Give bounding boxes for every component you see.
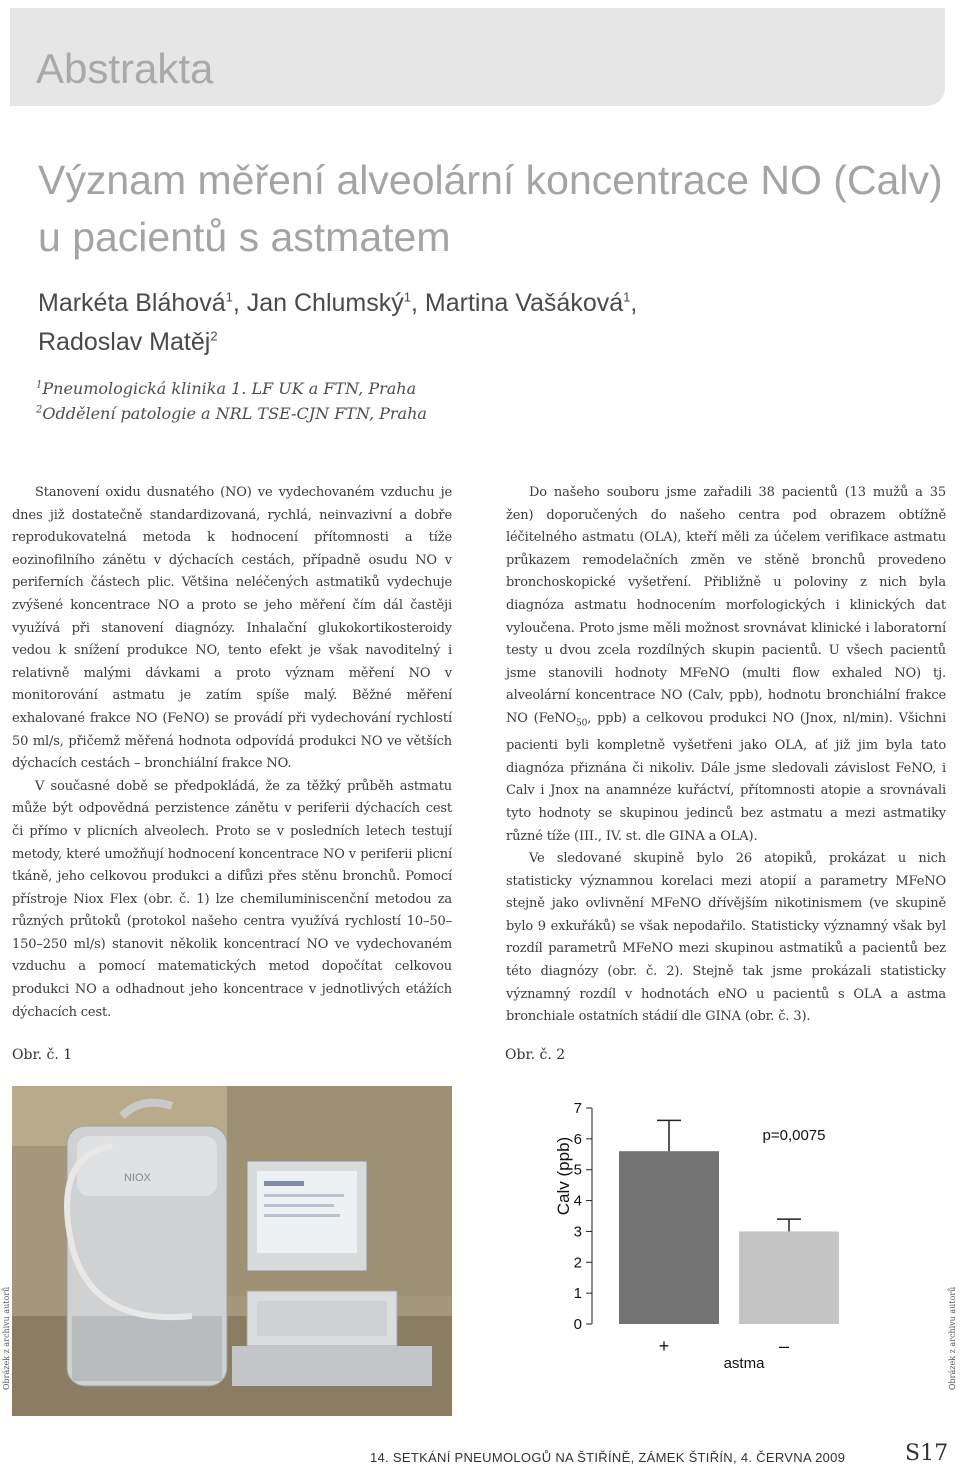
photo-credit: Obrázek z archivu autorů — [2, 1286, 11, 1390]
chart-p-value-annotation: p=0,0075 — [762, 1127, 826, 1144]
author-list: Markéta Bláhová$^1$, Jan Chlumský$^1$, Martina Vašáková$^1$, Radoslav Matěj$^2$ — [38, 289, 638, 356]
affiliation: $^1$Pneumologická klinika 1. LF UK a FTN, Praha — [36, 379, 417, 398]
chart-y-tick-label: 4 — [573, 1192, 582, 1210]
body-paragraph: Do našeho souboru jsme zařadili 38 pacientů (13 mužů a 35 žen) doporučených do našeho centra pod obrazem obtížně léčitelného astmatu (OLA), kteří měli za účelem verifikace astmatu průkazem remodelačních změn ve stěně bronchů provedeno bronchoskopické vyšetření. Přibližně u poloviny z nich byla diagnóza astmatu hodnocením morfologických i klinických dat vyloučena. Proto jsme měli možnost srovnávat klinické i laboratorní testy u dvou zcela rozdílných skupin pacientů. U všech pacientů jsme stanovili hodnoty MFeNO (multi flow exhaled NO) tj. alveolární koncentrace NO (Calv, ppb), hodnotu bronchiální frakce NO (FeNO$_{50}$, ppb) a celkovou produkci NO (Jnox, nl/min). Všichni pacienti byli kompletně vyšetřeni jako OLA, ať již jim byla tato diagnóza přiznána či nikoliv. Dále jsme sledovali závislost FeNO, i Calv i Jnox na anamnéze kuřáctví, přítomnosti atopie a srovnávali tyto hodnoty se skupinou jedinců bez astmatu a mezi astmatiky různé tíže (III., IV. st. dle GINA a OLA). — [506, 485, 946, 844]
author: Jan Chlumský — [246, 289, 404, 317]
author: Markéta Bláhová — [38, 289, 226, 317]
figure-2-label: Obr. č. 2 — [505, 1047, 566, 1063]
author-affiliation-mark: 1 — [225, 289, 233, 305]
section-title: Abstrakta — [36, 45, 214, 92]
chart-y-tick-label: 0 — [573, 1316, 582, 1333]
body-paragraph: V současné době se předpokládá, že za těžký průběh astmatu může být odpovědná perzistence zánětu v periferii dýchacích cest či přímo v plicních alveolech. Proto se v posledních letech testují metody, které umožňují hodnocení koncentrace NO v periferii plicní tkáně, jeho celkovou produkci a difůzi přes stěnu bronchů. Pomocí přístroje Niox Flex (obr. č. 1) lze chemiluminiscenční metodou za různých průtoků (protokol našeho centra využívá rychlostí 10–50–150–250 ml/s) stanovit několik koncentrací NO ve vydechovaném vzduchu a pomocí matematických metod dopočítat celkovou produkci NO a odhadnout jeho koncentrace v jednotlivých etážích dýchacích cest. — [12, 778, 452, 1020]
author-affiliation-mark: 2 — [210, 328, 218, 344]
device-illustration — [12, 1086, 452, 1416]
figure-1-label: Obr. č. 1 — [12, 1047, 73, 1063]
device-brand-label: NIOX — [124, 1172, 151, 1184]
chart-credit: Obrázek z archivu autorů — [948, 1286, 957, 1390]
author-affiliation-mark: 1 — [623, 289, 631, 305]
left-column — [12, 482, 452, 1024]
calv-bar-chart — [504, 1086, 944, 1416]
affiliation-list — [36, 376, 736, 426]
chart-y-axis-label: Calv (ppb) — [554, 1136, 573, 1216]
author: Martina Vašáková — [424, 289, 624, 317]
chart-y-tick-label: 3 — [573, 1223, 582, 1241]
chart-y-tick-label: 5 — [573, 1161, 582, 1179]
body-paragraph: Ve sledované skupině bylo 26 atopiků, prokázat u nich statisticky významnou korelaci mezi atopií a parametry MFeNO stejně jako ovlivnění MFeNO dřívějším nikotinismem (ve skupině bylo 9 exkuřáků) se však nepodařilo. Statisticky významný však byl rozdíl parametrů MFeNO mezi skupinou astmatiků a pacientů bez této diagnózy (obr. č. 2). Stejně tak jsme prokázali statisticky významný rozdíl v hodnotách eNO u pacientů s OLA a astma bronchiale ostatních stádií dle GINA (obr. č. 3). — [506, 851, 946, 1025]
niox-device-photo — [12, 1086, 452, 1416]
chart-category-label: – — [778, 1336, 790, 1356]
body-paragraph: Stanovení oxidu dusnatého (NO) ve vydechovaném vzduchu je dnes již dostatečně standardizovaná, rychlá, neinvazivní a dobře reprodukovatelná metoda k hodnocení přítomnosti a tíže eozinofilního zánětu v dýchacích cestách, případně osudu NO v periferních částech plic. Většina neléčených astmatiků vydechuje zvýšené koncentrace NO a proto se jeho měření čím dál častěji využívá při stanovení diagnózy. Inhalační glukokortikosteroidy vedou k snížení produkce NO, tento efekt je však navoditelný i relativně malými dávkami a proto význam měření NO v monitorování astmatu je zatím spíše malý. Běžné měření exhalované frakce NO (FeNO) se provádí při vydechování rychlostí 50 ml/s, přičemž měřená hodnota odpovídá produkci NO ve větších dýchacích cestách – bronchiální frakce NO. — [12, 485, 452, 772]
chart-category-label: + — [658, 1336, 670, 1356]
chart-y-tick-label: 7 — [573, 1100, 582, 1117]
chart-y-tick-label: 1 — [573, 1285, 582, 1303]
author: Radoslav Matěj — [38, 328, 211, 356]
chart-bar — [739, 1231, 839, 1324]
article-title: Význam měření alveolární koncentrace NO (Calv) u pacientů s astmatem — [38, 157, 943, 260]
right-column — [506, 482, 946, 1029]
affiliation: $^2$Oddělení patologie a NRL TSE-CJN FTN, Praha — [36, 404, 427, 423]
chart-x-axis-label: astma — [723, 1355, 765, 1372]
page-number: S17 — [905, 1441, 949, 1466]
footer-conference: 14. SETKÁNÍ PNEUMOLOGŮ NA ŠTIŘÍNĚ, ZÁMEK ŠTIŘÍN, 4. ČERVNA 2009 — [370, 1450, 846, 1465]
chart-y-tick-label: 6 — [573, 1130, 582, 1148]
author-affiliation-mark: 1 — [403, 289, 411, 305]
chart-y-tick-label: 2 — [573, 1254, 582, 1272]
chart-bar — [619, 1151, 719, 1324]
